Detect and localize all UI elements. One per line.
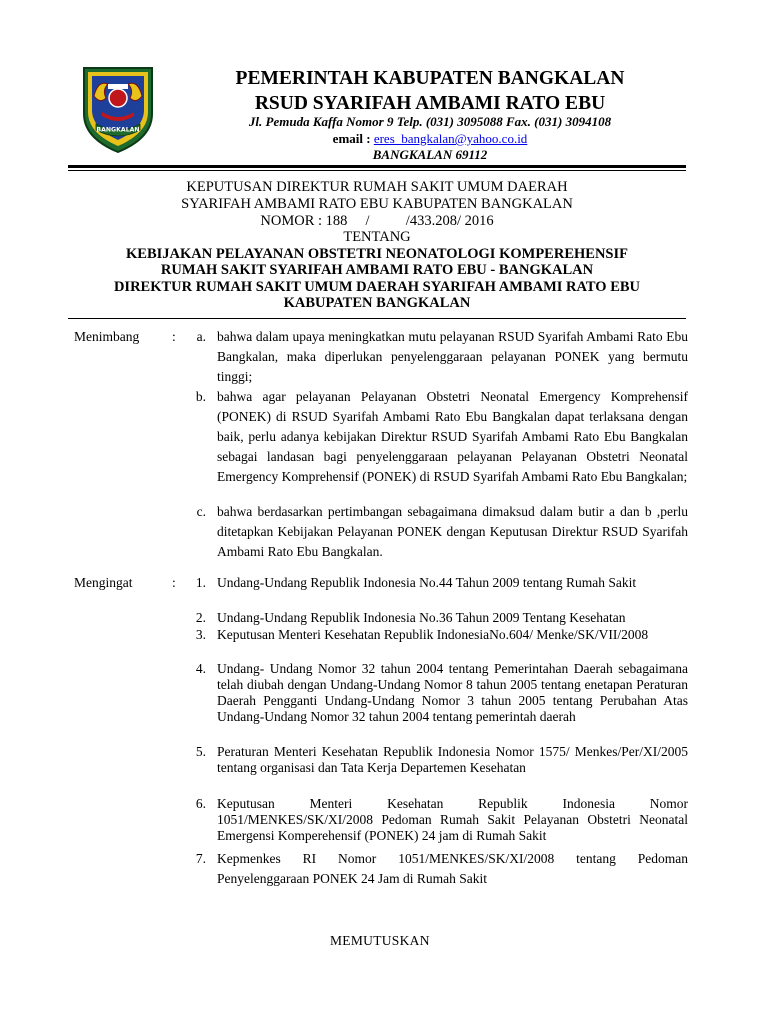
header-city: BANGKALAN 69112 [372, 147, 488, 162]
decree-subject-line2: RUMAH SAKIT SYARIFAH AMBAMI RATO EBU - BANGKALAN [160, 262, 594, 278]
mengingat-item-4: Undang- Undang Nomor 32 tahun 2004 tentang Pemerintahan Daerah sebagaimana telah diubah dengan Undang-Undang Nomor 8 tahun 2005 tentang enetapan Peraturan Daerah Pengganti Undang-Undang Nomor 3 tahun 2005 tentang Perubahan Atas Undang-Undang Nomor 32 tahun 2004 tentang pemerintah daerah [217, 661, 688, 724]
mengingat-item-7: Kepmenkes RI Nomor 1051/MENKES/SK/XI/2008 tentang Pedoman Penyelenggaraan PONEK 24 Jam di Rumah Sakit [217, 851, 688, 886]
decree-tentang: TENTANG [343, 229, 411, 245]
decree-subject-line4: KABUPATEN BANGKALAN [283, 295, 471, 311]
email-label: email : [332, 131, 374, 146]
mengingat-item-6: Keputusan Menteri Kesehatan Republik Indonesia Nomor 1051/MENKES/SK/XI/2008 Pedoman Rumah Sakit Pelayanan Obstetri Neonatal Emergensi Komperehensif (PONEK) 24 jam di Rumah Sakit [217, 796, 688, 843]
menimbang-marker-c: c. [196, 504, 206, 519]
memutuskan-heading: MEMUTUSKAN [330, 933, 430, 948]
header-rule-thin [68, 170, 686, 171]
mengingat-label: Mengingat [74, 575, 133, 590]
menimbang-marker-b: b. [195, 389, 206, 404]
title-separator [68, 318, 686, 319]
decree-number: NOMOR : 188 / /433.208/ 2016 [260, 213, 494, 229]
menimbang-label: Menimbang [74, 329, 140, 344]
header-email-line [180, 131, 680, 147]
menimbang-item-c: bahwa berdasarkan pertimbangan sebagaimana dimaksud dalam butir a dan b ,perlu ditetapkan Kebijakan Pelayanan PONEK dengan Keputusan Direktur RSUD Syarifah Ambami Rato Ebu Bangkalan. [217, 504, 688, 559]
header-government: PEMERINTAH KABUPATEN BANGKALAN [235, 68, 625, 89]
header-rule-thick [68, 165, 686, 168]
menimbang-item-b: bahwa agar pelayanan Pelayanan Obstetri Neonatal Emergency Komprehensif (PONEK) di RSUD Syarifah Ambami Rato Ebu Bangkalan dapat terlaksana dengan baik, perlu adanya kebijakan Direktur RSUD Syarifah Ambami Rato Ebu Bangkalan sebagai landasan bagi penyelenggaraan pelayanan Pelayanan Obstetri Neonatal Emergency Komprehensif (PONEK) di RSUD Syarifah Ambami Rato Ebu Bangkalan; [217, 389, 688, 484]
header-address: Jl. Pemuda Kaffa Nomor 9 Telp. (031) 3095088 Fax. (031) 3094108 [248, 114, 612, 129]
mengingat-item-3: Keputusan Menteri Kesehatan Republik IndonesiaNo.604/ Menke/SK/VII/2008 [217, 627, 649, 642]
mengingat-marker-1: 1. [195, 575, 206, 590]
mengingat-item-1: Undang-Undang Republik Indonesia No.44 Tahun 2009 tentang Rumah Sakit [217, 575, 637, 590]
menimbang-marker-a: a. [196, 329, 206, 344]
bangkalan-regency-logo [78, 62, 158, 154]
mengingat-item-5: Peraturan Menteri Kesehatan Republik Indonesia Nomor 1575/ Menkes/Per/XI/2005 tentang organisasi dan Tata Kerja Departemen Kesehatan [217, 744, 688, 775]
menimbang-item-a: bahwa dalam upaya meningkatkan mutu pelayanan RSUD Syarifah Ambami Rato Ebu Bangkalan, maka diperlukan penyelenggaraan pelayanan PONEK yang bermutu tinggi; [217, 329, 688, 384]
email-link[interactable]: eres_bangkalan@yahoo.co.id [373, 131, 528, 146]
svg-text:BANGKALAN: BANGKALAN [96, 126, 140, 134]
decree-title-line2: SYARIFAH AMBAMI RATO EBU KABUPATEN BANGKALAN [181, 196, 573, 212]
mengingat-marker-2: 2. [195, 610, 206, 625]
decree-subject-line1: KEBIJAKAN PELAYANAN OBSTETRI NEONATOLOGI KOMPEREHENSIF [126, 246, 628, 262]
mengingat-marker-6: 6. [195, 796, 206, 811]
header-hospital-name: RSUD SYARIFAH AMBAMI RATO EBU [254, 93, 606, 114]
decree-title-line1: KEPUTUSAN DIREKTUR RUMAH SAKIT UMUM DAERAH [186, 179, 568, 195]
mengingat-colon: : [172, 575, 176, 590]
mengingat-marker-7: 7. [195, 851, 206, 866]
mengingat-marker-3: 3. [195, 627, 206, 642]
decree-subject-line3: DIREKTUR RUMAH SAKIT UMUM DAERAH SYARIFAH AMBAMI RATO EBU [113, 279, 641, 295]
mengingat-marker-5: 5. [195, 744, 206, 759]
menimbang-colon: : [172, 329, 176, 344]
mengingat-marker-4: 4. [195, 661, 206, 676]
mengingat-item-2: Undang-Undang Republik Indonesia No.36 Tahun 2009 Tentang Kesehatan [217, 610, 626, 625]
